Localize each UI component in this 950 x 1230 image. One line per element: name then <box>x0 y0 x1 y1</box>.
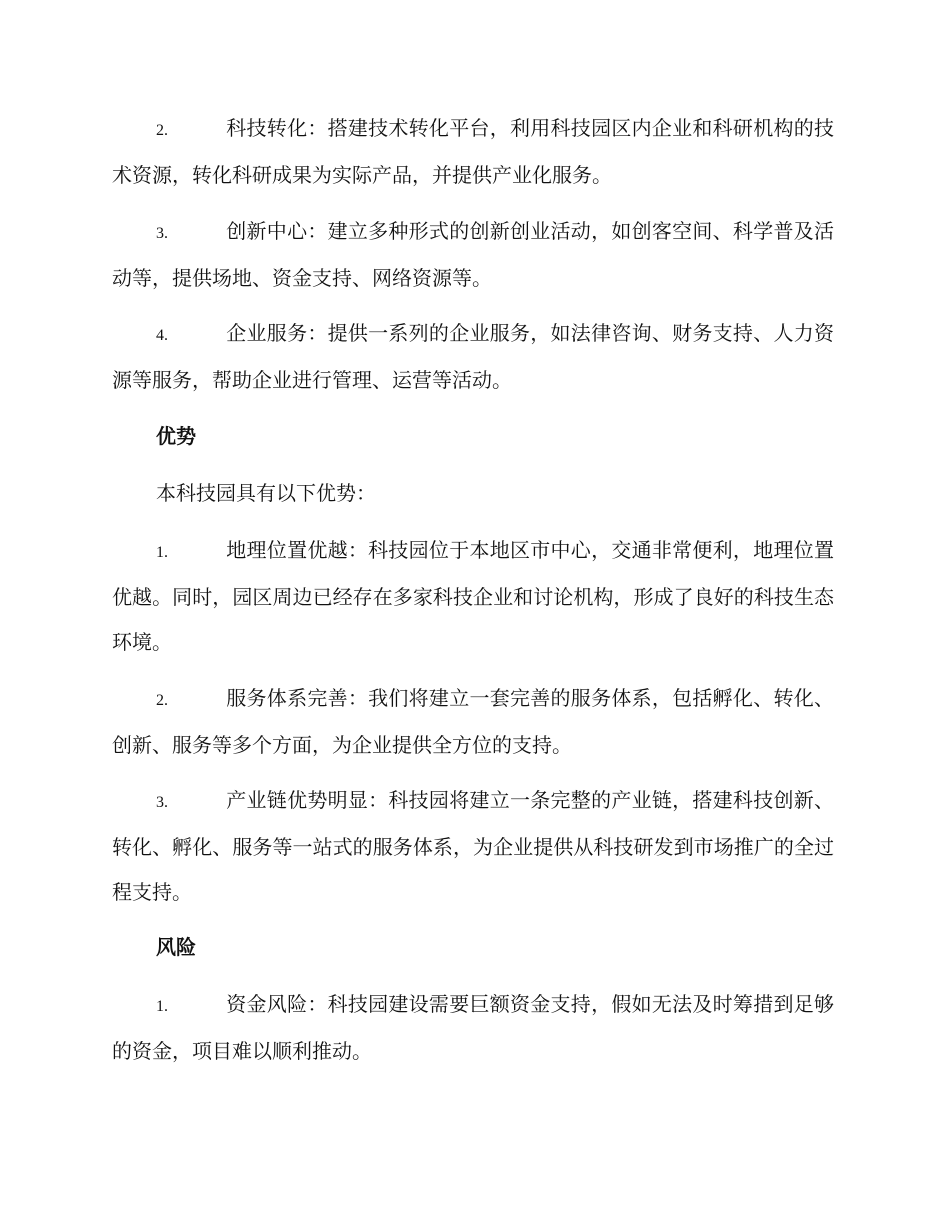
list-item <box>112 676 834 768</box>
list-item <box>112 106 834 198</box>
list-item <box>112 778 834 915</box>
list-number: 1. <box>156 998 168 1015</box>
list-item <box>112 209 834 301</box>
list-text: 科技转化：搭建技术转化平台，利用科技园区内企业和科研机构的技术资源，转化科研成果为实际产品，并提供产业化服务。 <box>112 116 834 187</box>
list-text: 地理位置优越：科技园位于本地区市中心，交通非常便利，地理位置优越。同时，园区周边已经存在多家科技企业和讨论机构，形成了良好的科技生态环境。 <box>112 538 834 654</box>
list-text: 服务体系完善：我们将建立一套完善的服务体系，包括孵化、转化、创新、服务等多个方面，为企业提供全方位的支持。 <box>112 686 834 757</box>
list-number: 3. <box>156 794 168 811</box>
section-heading-risks: 风险 <box>156 935 196 959</box>
list-text: 创新中心：建立多种形式的创新创业活动，如创客空间、科学普及活动等，提供场地、资金支持、网络资源等。 <box>112 219 834 290</box>
list-text: 资金风险：科技园建设需要巨额资金支持，假如无法及时筹措到足够的资金，项目难以顺利推动。 <box>112 992 834 1063</box>
list-item <box>112 982 834 1074</box>
list-item <box>112 528 834 665</box>
list-number: 2. <box>156 692 168 709</box>
list-text: 企业服务：提供一系列的企业服务，如法律咨询、财务支持、人力资源等服务，帮助企业进行管理、运营等活动。 <box>112 321 834 392</box>
list-number: 3. <box>156 225 168 242</box>
list-number: 1. <box>156 544 168 561</box>
list-text: 产业链优势明显：科技园将建立一条完整的产业链，搭建科技创新、转化、孵化、服务等一站式的服务体系，为企业提供从科技研发到市场推广的全过程支持。 <box>112 788 834 904</box>
list-number: 2. <box>156 122 168 139</box>
section-heading-advantages: 优势 <box>156 424 196 448</box>
list-item <box>112 311 834 403</box>
advantages-intro: 本科技园具有以下优势： <box>156 481 376 505</box>
list-number: 4. <box>156 327 168 344</box>
